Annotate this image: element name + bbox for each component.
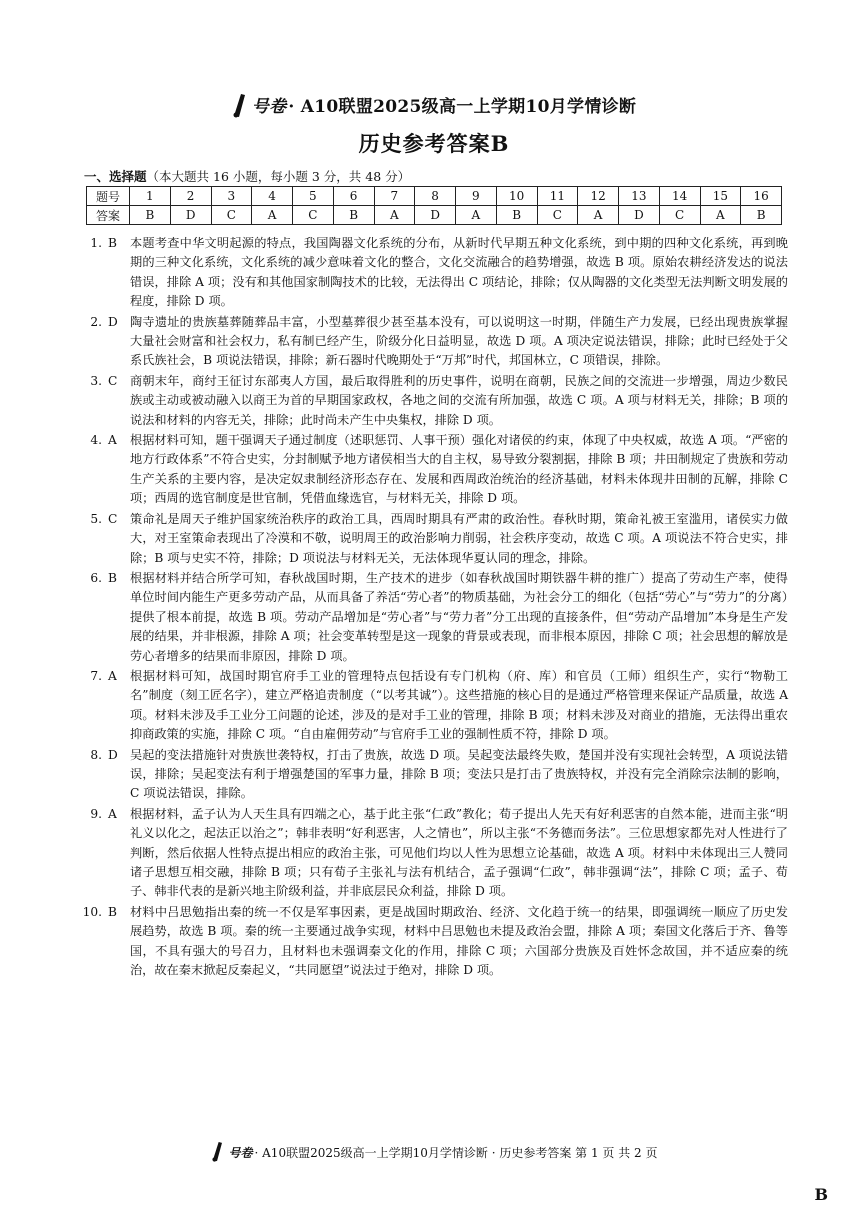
answer-cell: A xyxy=(374,206,415,225)
question-number: 2. xyxy=(90,314,102,329)
question-number-cell: 3 xyxy=(211,187,252,206)
explanation-text: 本题考查中华文明起源的特点，我国陶器文化系统的分布，从新时代早期五种文化系统，到中期的四种文化系统，再到晚期的三种文化系统，文化系统的减少意味着文化的整合，文化交流融合的趋势增强，故选 B 项。原始农耕经济发达的说法错误，排除 A 项；没有和其他国家制陶技术的比较，无法得出 C 项结论，排除；仅从陶器的文化类型无法判断文明发展的程度，排除 D 项。 xyxy=(130,236,788,309)
question-number-cell: 14 xyxy=(659,187,700,206)
answer-letter: B xyxy=(108,904,117,919)
question-number-cell: 5 xyxy=(293,187,334,206)
answer-letter: A xyxy=(108,806,117,821)
question-number-cell: 2 xyxy=(170,187,211,206)
answer-cell: C xyxy=(211,206,252,225)
explanation-text: 商朝末年，商纣王征讨东部夷人方国，最后取得胜利的历史事件，说明在商朝，民族之间的交流进一步增强，周边少数民族或主动或被动融入以商王为首的早期国家政权，各地之间的交流有所加强，故选 C 项。A 项与材料无关，排除；B 项的说法和材料的内容无关，排除；此时尚未产生中央集权，排除 D 项。 xyxy=(130,373,788,427)
question-number-cell: 11 xyxy=(537,187,578,206)
question-number-cell: 6 xyxy=(333,187,374,206)
question-number-cell: 9 xyxy=(456,187,497,206)
question-number-cell: 4 xyxy=(252,187,293,206)
question-number-cell: 15 xyxy=(700,187,741,206)
explanation-item xyxy=(82,510,788,568)
question-number-cell: 13 xyxy=(619,187,660,206)
answer-letter: D xyxy=(108,747,118,762)
logo-text: 号卷 xyxy=(251,97,287,117)
row-label: 题号 xyxy=(87,187,130,206)
answer-cell: D xyxy=(170,206,211,225)
question-number-cell: 1 xyxy=(130,187,171,206)
explanation-item xyxy=(82,903,788,981)
paper-version-letter: B xyxy=(814,1185,828,1204)
question-number: 3. xyxy=(90,373,102,388)
explanation-text: 陶寺遗址的贵族墓葬随葬品丰富，小型墓葬很少甚至基本没有，可以说明这一时期，伴随生产力发展，已经出现贵族掌握大量社会财富和社会权力，私有制已经产生，阶级分化日益明显，故选 D 项。A 项决定说法错误，排除；此时已经处于父系氏族社会，B 项说法错误，排除；新石器时代晚期处于“万邦”时代，邦国林立，C 项错误，排除。 xyxy=(130,314,788,368)
row-label: 答案 xyxy=(87,206,130,225)
section-heading-label: 一、选择题 xyxy=(84,169,147,184)
explanation-list xyxy=(82,234,788,981)
answer-cell: C xyxy=(659,206,700,225)
question-number: 9. xyxy=(90,806,102,821)
answer-cell: C xyxy=(537,206,578,225)
answer-cell: A xyxy=(456,206,497,225)
explanation-text: 策命礼是周天子维护国家统治秩序的政治工具，西周时期具有严肃的政治性。春秋时期，策命礼被王室滥用，诸侯实力做大，对王室策命表现出了冷漠和不敬，说明周王的政治影响力削弱，社会秩序变动，故选 C 项。A 项说法不符合史实，排除；B 项与史实不符，排除；D 项说法与材料无关，无法体现华夏认同的理念，排除。 xyxy=(130,511,788,565)
question-number: 10. xyxy=(82,904,102,919)
explanation-text: 根据材料，孟子认为人天生具有四端之心，基于此主张“仁政”教化；荀子提出人先天有好利恶害的自然本能，进而主张“明礼义以化之，起法正以治之”；韩非表明“好利恶害，人之情也”，所以主张“不务德而务法”。三位思想家都先对人性进行了判断，然后依据人性特点提出相应的政治主张，可见他们均以人性为思想立论基础，故选 A 项。材料中未体现出三人赞同诸子思想互相交融，排除 B 项；只有荀子主张礼与法有机结合，孟子强调“仁政”，韩非强调“法”，排除 C 项；孟子、荀子、韩非代表的是新兴地主阶级利益，并非底层民众利益，排除 D 项。 xyxy=(130,806,788,899)
section-heading xyxy=(84,167,410,185)
explanation-item xyxy=(82,746,788,804)
question-number: 8. xyxy=(90,747,102,762)
answer-letter: C xyxy=(108,373,118,388)
answer-letter: B xyxy=(108,236,117,250)
explanation-text: 根据材料可知，题干强调天子通过制度（述职惩罚、人事干预）强化对诸侯的约束，体现了中央权威，故选 A 项。“严密的地方行政体系”不符合史实，分封制赋予地方诸侯相当大的自主权，易导致分裂割据，排除 B 项；井田制规定了贵族和劳动生产关系的主要内容，是决定奴隶制经济形态存在、发展和西周政治统治的经济基础，材料未体现井田制的瓦解，排除 C 项；西周的选官制度是世官制，凭借血缘选官，与材料无关，排除 D 项。 xyxy=(130,433,788,506)
answer-table xyxy=(86,186,782,225)
explanation-item xyxy=(82,234,788,312)
answer-letter: A xyxy=(108,433,117,448)
exam-title xyxy=(0,92,868,123)
explanation-text: 材料中吕思勉指出秦的统一不仅是军事因素，更是战国时期政治、经济、文化趋于统一的结果，即强调统一顺应了历史发展趋势，故选 B 项。秦的统一主要通过战争实现，材料中吕思勉也未提及政治会盟，排除 A 项；秦国文化落后于齐、鲁等国，不具有强大的号召力，且材料也未强调秦文化的作用，排除 C 项；六国部分贵族及百姓怀念故国，并不适应秦的统治，故在秦末掀起反秦起义，“共同愿望”说法过于绝对，排除 D 项。 xyxy=(130,904,788,978)
brush-logo-icon xyxy=(232,94,246,123)
section-heading-note: （本大题共 16 小题，每小题 3 分，共 48 分） xyxy=(146,169,411,184)
answer-cell: B xyxy=(496,206,537,225)
answer-row xyxy=(87,206,782,225)
explanation-text: 根据材料并结合所学可知，春秋战国时期，生产技术的进步（如春秋战国时期铁器牛耕的推广）提高了劳动生产率，使得单位时间内能生产更多劳动产品，从而具备了养活“劳心者”的物质基础，为社会分工的细化（包括“劳心”与“劳力”的分离）提供了根本前提，故选 B 项。劳动产品增加是“劳心者”与“劳力者”分工出现的直接条件，但“劳动产品增加”本身是生产发展的结果，并非根源，排除 A 项；社会变革转型是这一现象的背景或表现，而非根本原因，排除 C 项；社会思想的解放是劳心者增多的结果而非原因，排除 D 项。 xyxy=(130,570,788,663)
question-number-cell: 10 xyxy=(496,187,537,206)
question-number-row xyxy=(87,187,782,206)
answer-cell: D xyxy=(619,206,660,225)
answer-cell: B xyxy=(130,206,171,225)
explanation-item xyxy=(82,313,788,371)
answer-cell: A xyxy=(578,206,619,225)
brush-logo-icon xyxy=(211,1142,223,1165)
explanation-item xyxy=(82,569,788,666)
explanation-text: 吴起的变法措施针对贵族世袭特权，打击了贵族，故选 D 项。吴起变法最终失败，楚国并没有实现社会转型，A 项说法错误，排除；吴起变法有利于增强楚国的军事力量，排除 B 项；变法只是打击了贵族特权，并没有完全消除宗法制的影响，C 项说法错误，排除。 xyxy=(130,747,788,801)
explanation-item xyxy=(82,805,788,902)
footer-text: · A10联盟2025级高一上学期10月学情诊断 · 历史参考答案 第 1 页 共 2 页 xyxy=(254,1146,658,1160)
question-number: 5. xyxy=(90,511,102,526)
question-number: 1. xyxy=(90,236,102,250)
question-number: 4. xyxy=(90,433,102,448)
answer-cell: B xyxy=(333,206,374,225)
answer-letter: C xyxy=(108,511,118,526)
question-number-cell: 8 xyxy=(415,187,456,206)
answer-cell: B xyxy=(741,206,782,225)
answer-letter: D xyxy=(108,314,118,329)
explanation-item xyxy=(82,667,788,745)
answer-cell: A xyxy=(252,206,293,225)
question-number: 6. xyxy=(90,570,102,585)
question-number-cell: 12 xyxy=(578,187,619,206)
footer-logo-text: 号卷 xyxy=(228,1146,253,1160)
question-number-cell: 16 xyxy=(741,187,782,206)
page-footer xyxy=(0,1142,868,1165)
exam-title-text: · A10联盟2025级高一上学期10月学情诊断 xyxy=(288,97,637,117)
question-number: 7. xyxy=(90,668,102,683)
answer-cell: A xyxy=(700,206,741,225)
answer-letter: B xyxy=(108,570,117,585)
answer-letter: A xyxy=(108,668,117,683)
subject-title: 历史参考答案B xyxy=(358,131,510,156)
explanation-text: 根据材料可知，战国时期官府手工业的管理特点包括设有专门机构（府、库）和官员（工师）组织生产，实行“物勒工名”制度（刻工匠名字），建立严格追责制度（“以考其诚”）。这些措施的核心目的是通过严格管理来保证产品质量，故选 A 项。材料未涉及手工业分工问题的论述，涉及的是对手工业的管理，排除 B 项；材料未涉及对商业的措施，无法得出重农抑商政策的实施，排除 C 项。“自由雇佣劳动”与官府手工业的强制性质不符，排除 D 项。 xyxy=(130,668,788,742)
question-number-cell: 7 xyxy=(374,187,415,206)
explanation-item xyxy=(82,431,788,509)
explanation-item xyxy=(82,372,788,430)
answer-cell: C xyxy=(293,206,334,225)
answer-cell: D xyxy=(415,206,456,225)
